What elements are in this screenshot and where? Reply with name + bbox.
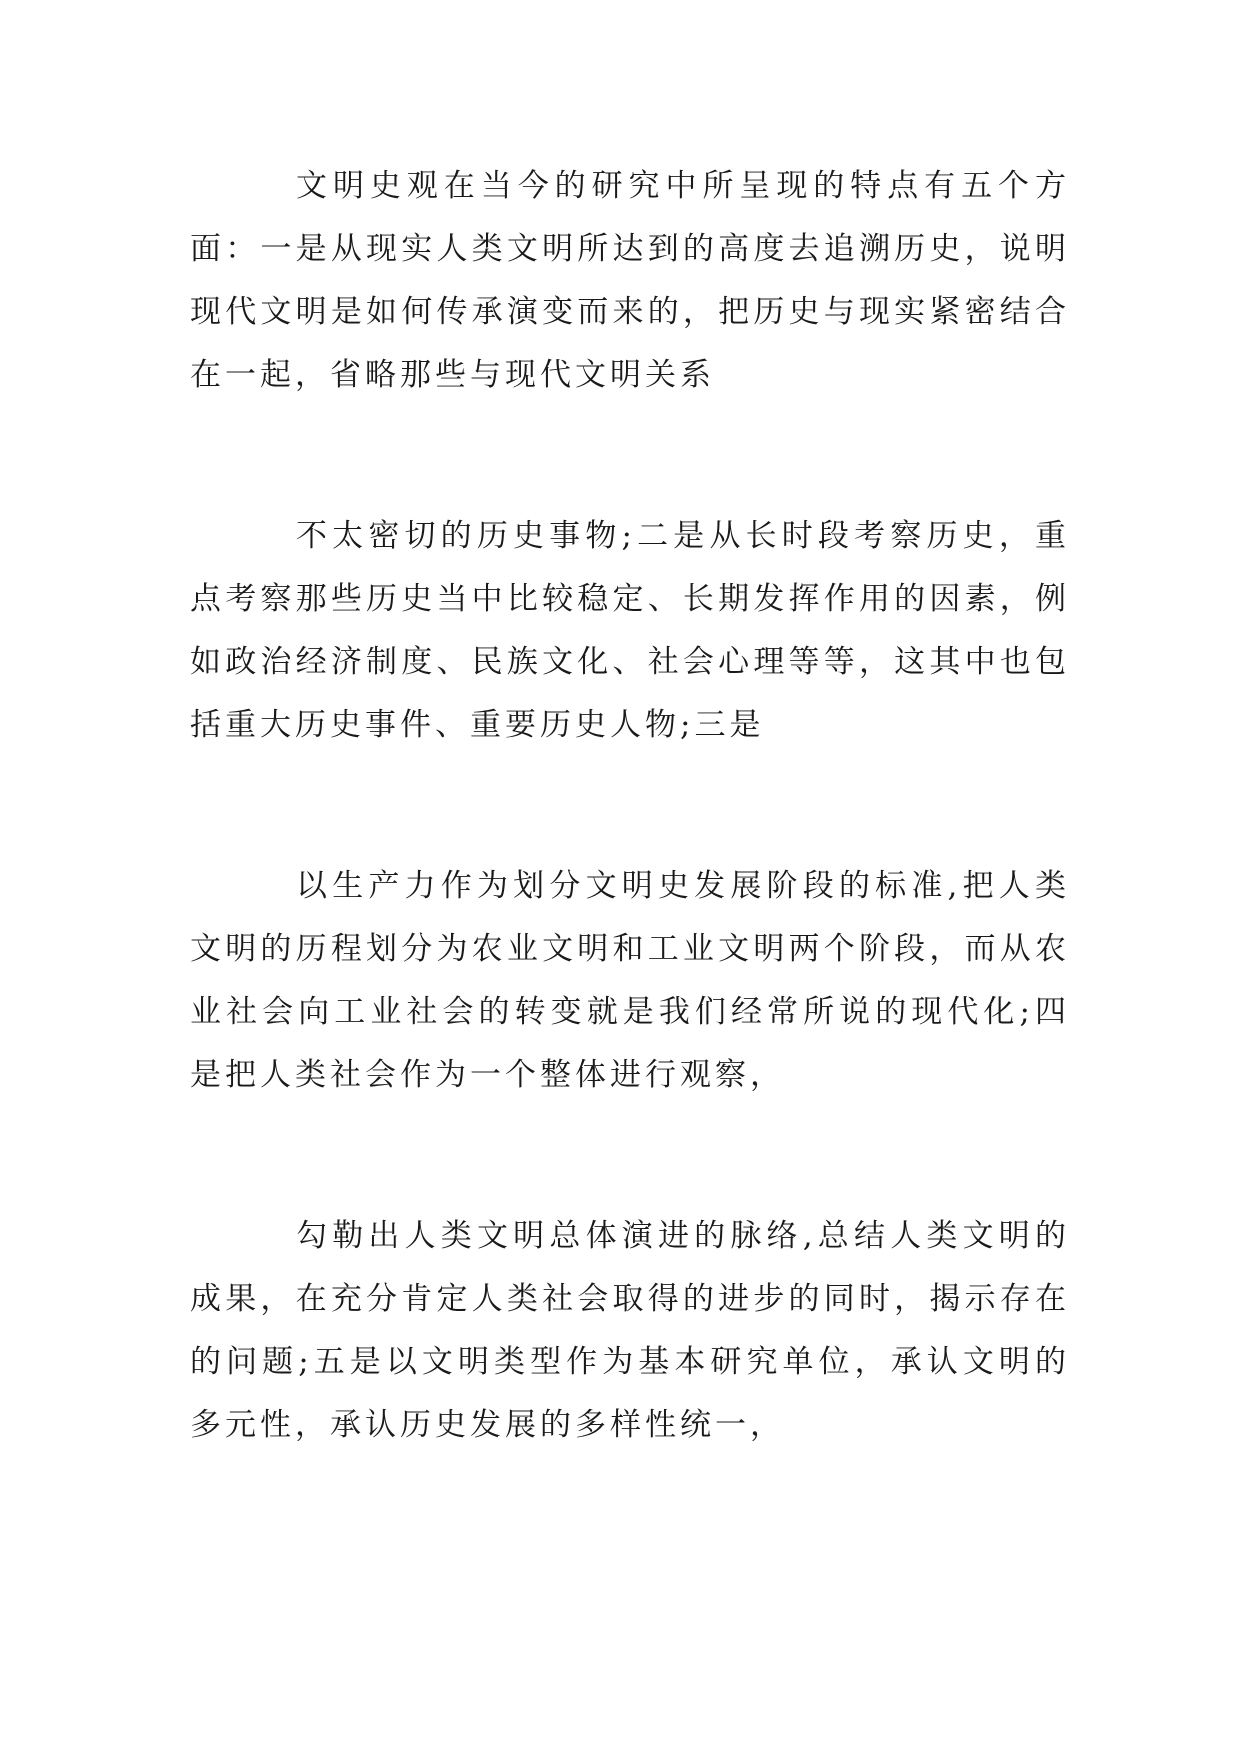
paragraph-3: 以生产力作为划分文明史发展阶段的标准,把人类文明的历程划分为农业文明和工业文明两个阶段，而从农业社会向工业社会的转变就是我们经常所说的现代化;四是把人类社会作为一个整体进行观察， <box>190 868 1070 1093</box>
paragraph-2: 不太密切的历史事物;二是从长时段考察历史，重点考察那些历史当中比较稳定、长期发挥作用的因素，例如政治经济制度、民族文化、社会心理等等，这其中也包括重大历史事件、重要历史人物;三是 <box>190 518 1070 743</box>
paragraph-4: 勾勒出人类文明总体演进的脉络,总结人类文明的成果，在充分肯定人类社会取得的进步的同时，揭示存在的问题;五是以文明类型作为基本研究单位，承认文明的多元性，承认历史发展的多样性统一， <box>190 1218 1070 1443</box>
paragraph-1: 文明史观在当今的研究中所呈现的特点有五个方面：一是从现实人类文明所达到的高度去追溯历史，说明现代文明是如何传承演变而来的，把历史与现实紧密结合在一起，省略那些与现代文明关系 <box>190 168 1070 393</box>
